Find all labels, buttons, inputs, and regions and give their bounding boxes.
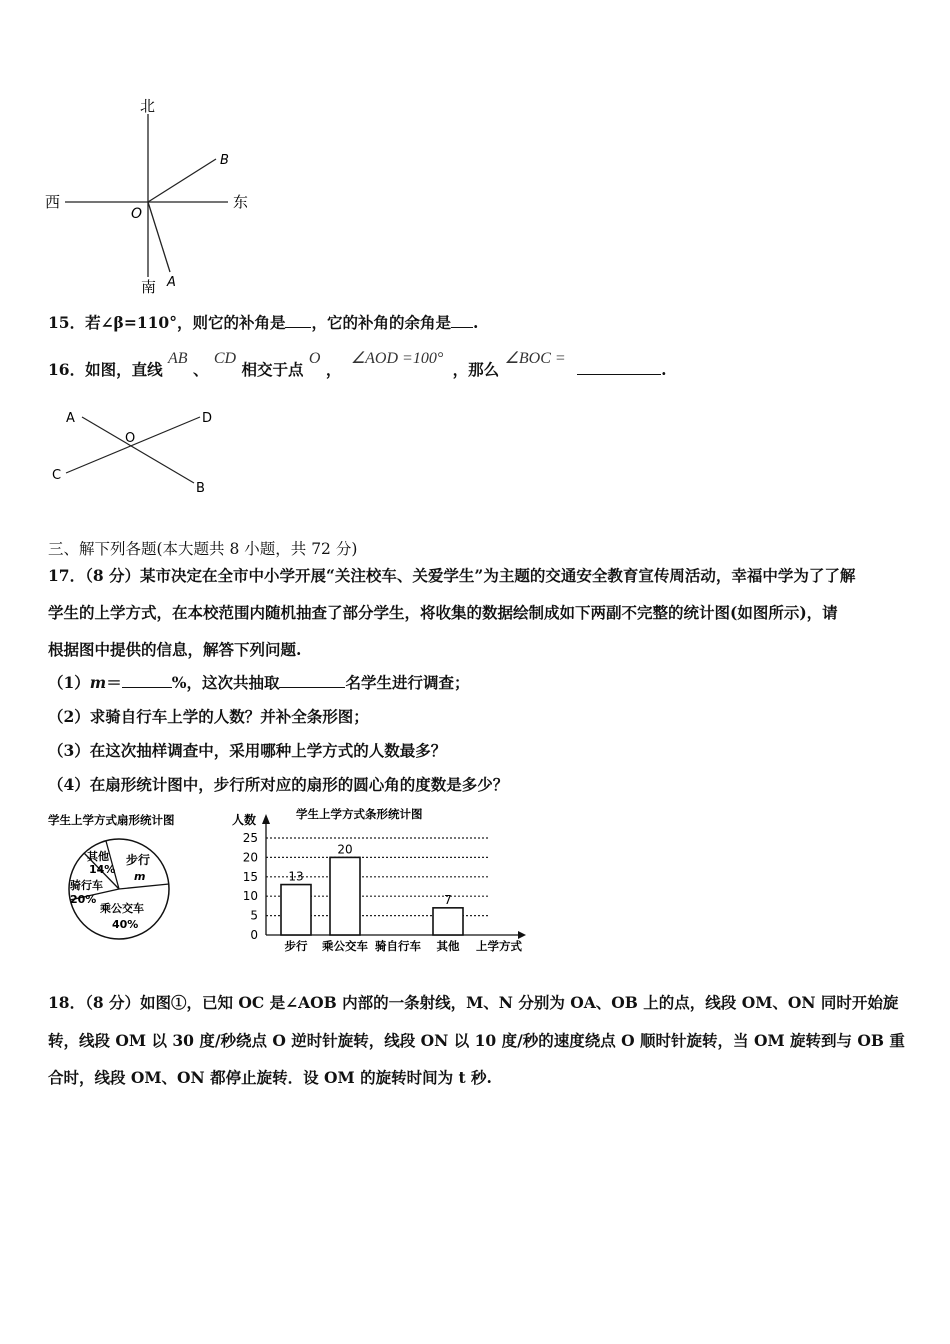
pie-pct-walk: m [134,870,146,883]
q16-angle-boc: ∠BOC = [504,350,566,367]
x-axis-label: 上学方式 [476,939,522,953]
label-c: C [52,468,62,483]
q16-comma: ， [325,360,342,379]
q16-line-cd: CD [213,350,237,367]
q17-sub-3: （3）在这次抽样调查中，采用哪种上学方式的人数最多？ [48,741,447,760]
y-tick-label: 0 [250,928,258,942]
label-east: 东 [233,193,249,211]
q18-line-3: 合时，线段 OM、ON 都停止旋转．设 OM 的旋转时间为 t 秒. [48,1068,492,1087]
q18-line-1: 18．（8 分）如图①，已知 OC 是∠AOB 内部的一条射线，M、N 分别为 OA、OB 上的点，线段 OM、ON 同时开始旋 [48,993,899,1012]
pie-title: 学生上学方式扇形统计图 [48,813,175,827]
y-tick-label: 20 [242,850,258,865]
bar-1 [330,857,360,935]
intersecting-lines-figure [48,405,228,500]
label-north: 北 [140,97,156,115]
bar-value-label: 20 [337,842,353,857]
bar-value-label: 7 [444,892,452,907]
q15-blank-2 [451,327,473,328]
pie-pct-bike: 20% [70,893,97,906]
y-tick-label: 10 [242,889,258,904]
ray-oa [148,202,170,272]
q17-line-1: 17．（8 分）某市决定在全市中小学开展“关注校车、关爱学生”为主题的交通安全教育宣传周活动，幸福中学为了了解 [48,566,856,585]
bar-chart [228,800,538,958]
q18-line-2: 转，线段 OM 以 30 度/秒绕点 O 逆时针旋转，线段 ON 以 10 度/秒的速度绕点 O 顺时针旋转，当 OM 旋转到与 OB 重 [48,1031,905,1050]
label-point-b: B [220,153,229,168]
pie-pct-bus: 40% [112,918,139,931]
bar-value-label: 13 [288,869,304,884]
q16-prefix: 16．如图，直线 [48,360,163,379]
q17-line-3: 根据图中提供的信息，解答下列问题. [48,640,302,659]
bar-3 [433,908,463,935]
x-tick-label: 步行 [284,939,308,953]
pie-pct-other: 14% [89,863,116,876]
q17-sub-2: （2）求骑自行车上学的人数？并补全条形图； [48,707,369,726]
q17-sub1-c: %，这次共抽取 [171,673,280,692]
label-point-o: O [131,206,143,222]
q17-sub1-d: 名学生进行调查； [345,673,470,692]
x-tick-label: 乘公交车 [322,939,368,953]
q16-sep: 、 [192,360,209,379]
q17-line-2: 学生的上学方式，在本校范围内随机抽查了部分学生，将收集的数据绘制成如下两副不完整的统计图(如图所示)，请 [48,603,838,622]
y-axis-arrow [262,814,270,824]
q17-sub1-a: （1） [48,673,90,692]
q17-blank-count [279,687,345,688]
label-b: B [196,481,205,496]
pie-label-bus: 乘公交车 [100,902,144,915]
pie-label-bike: 骑行车 [70,879,103,892]
bar-0 [281,885,311,935]
q17-sub1-b: ＝ [106,673,122,692]
compass-figure [40,92,270,297]
q15-blank-1 [285,327,311,328]
label-d: D [202,411,213,426]
q15-text-c: . [472,313,479,332]
label-a: A [66,411,75,426]
q17-sub1-m: m [89,673,107,692]
q16-point-o: O [308,350,321,367]
y-axis-label: 人数 [232,813,257,827]
q17-blank-m [122,687,172,688]
q16-end: . [661,360,667,379]
label-point-a: A [167,275,176,290]
x-axis-arrow [518,931,526,939]
q16-line-ab: AB [167,350,188,367]
q16-answer-blank [577,374,661,375]
q17-sub-4: （4）在扇形统计图中，步行所对应的扇形的圆心角的度数是多少？ [48,775,509,794]
question-15 [48,311,478,333]
pie-label-walk: 步行 [126,853,151,867]
x-tick-label: 骑自行车 [375,939,421,953]
q15-text-b: ，它的补角的余角是 [311,313,451,332]
q15-text-a: 15．若∠β=110°，则它的补角是 [48,313,286,332]
label-west: 西 [45,193,61,211]
bar-chart-title: 学生上学方式条形统计图 [296,807,423,821]
label-o: O [125,431,136,446]
q16-mid: 相交于点 [241,360,304,379]
q16-angle-aod: ∠AOD =100° [350,350,444,367]
pie-chart [44,810,224,945]
x-tick-label: 其他 [436,939,460,953]
pie-label-other: 其他 [87,850,109,863]
y-tick-label: 25 [242,831,258,845]
q16-then: ，那么 [452,360,500,379]
y-tick-label: 5 [250,908,258,923]
label-south: 南 [141,278,157,296]
y-tick-label: 15 [242,869,258,884]
ray-ob [148,159,216,202]
section-3-title: 三、解下列各题(本大题共 8 小题，共 72 分) [48,540,358,558]
q17-sub-1 [48,671,469,693]
question-16 [48,346,667,379]
